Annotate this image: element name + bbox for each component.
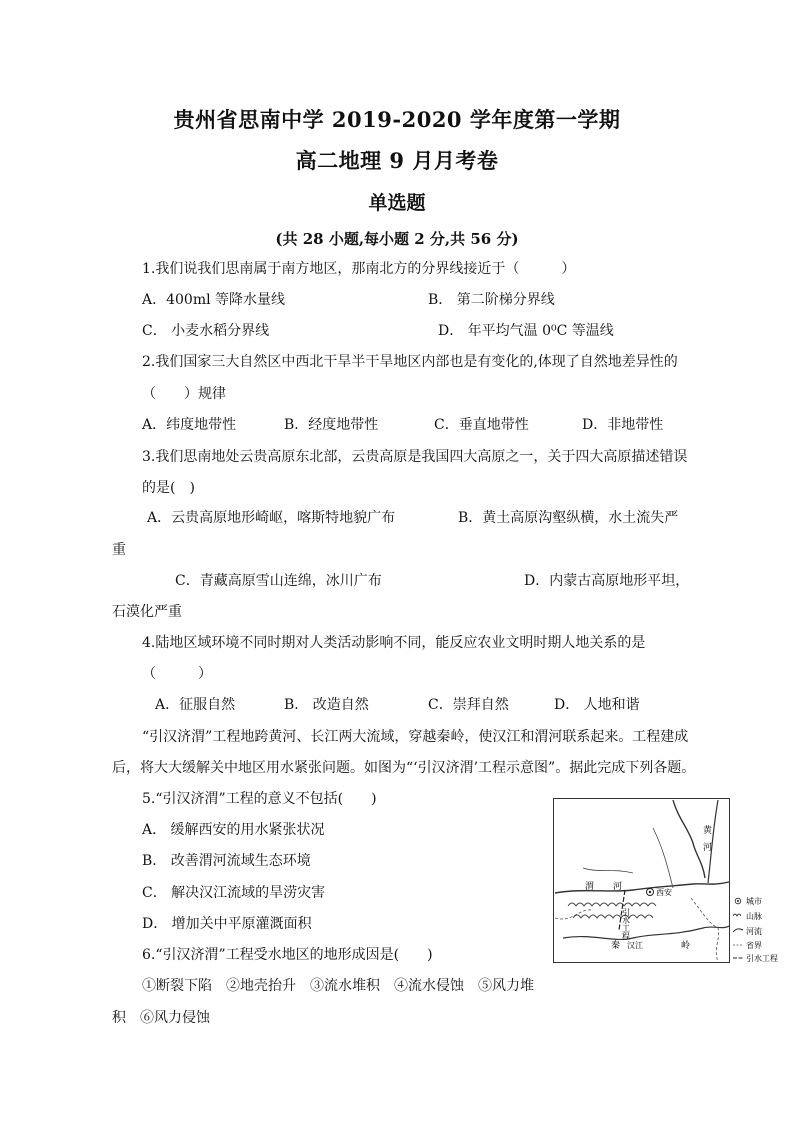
option-3d-cont: 石漠化严重 xyxy=(112,604,182,620)
passage-line-1: “引汉济渭”工程地跨黄河、长江两大流域，穿越秦岭，使汉江和渭河联系起来。工程建成 xyxy=(142,729,689,745)
exam-subtitle: 高二地理 9 月月考卷 xyxy=(295,148,499,173)
map-legend xyxy=(733,896,778,963)
passage-line-2: 后，将大大缓解关中地区用水紧张问题。如图为“‘引汉济渭’工程示意图”。据此完成下列各题。 xyxy=(112,760,696,776)
question-3-cont: 的是( ) xyxy=(142,480,195,496)
map-label-wei-he: 河 xyxy=(613,882,623,892)
option-2b: B．经度地带性 xyxy=(284,417,379,433)
option-3b-cont: 重 xyxy=(112,542,126,558)
option-1d: D． 年平均气温 0⁰C 等温线 xyxy=(438,323,614,339)
legend-mountain: 山脉 xyxy=(746,912,762,921)
option-5b: B． 改善渭河流域生态环境 xyxy=(142,853,311,869)
legend-border: 省界 xyxy=(746,941,762,950)
question-3: 3.我们思南地处云贵高原东北部，云贵高原是我国四大高原之一，关于四大高原描述错误 xyxy=(142,449,688,465)
question-1: 1.我们说我们思南属于南方地区，那南北方的分界线接近于（ ） xyxy=(142,261,576,277)
question-6: 6.“引汉济渭”工程受水地区的地形成因是( ) xyxy=(142,947,433,963)
question-2-cont: （ ）规律 xyxy=(142,386,226,402)
map-label-huang: 黄 xyxy=(703,826,713,836)
map-label-qin: 秦 xyxy=(611,941,621,951)
map-label-ling: 岭 xyxy=(681,941,691,951)
legend-project: 引水工程 xyxy=(746,954,778,963)
option-1c: C． 小麦水稻分界线 xyxy=(142,323,270,339)
option-2c: C．垂直地带性 xyxy=(434,417,529,433)
option-3c: C．青藏高原雪山连绵，冰川广布 xyxy=(175,573,382,589)
legend-city: 城市 xyxy=(746,897,762,906)
question-4: 4.陆地区域环境不同时期对人类活动影响不同，能反应农业文明时期人地关系的是 xyxy=(142,635,646,651)
legend-river: 河流 xyxy=(746,927,762,936)
option-3b: B．黄土高原沟壑纵横，水土流失严 xyxy=(458,510,679,526)
option-5a: A． 缓解西安的用水紧张状况 xyxy=(142,822,325,838)
section-note: (共 28 小题,每小题 2 分,共 56 分) xyxy=(275,230,519,248)
project-map xyxy=(553,798,785,963)
option-4a: A．征服自然 xyxy=(155,697,236,713)
question-5: 5.“引汉济渭”工程的意义不包括( ) xyxy=(142,791,377,807)
map-label-hanjiang: 汉江 xyxy=(627,941,643,950)
option-6-list: ①断裂下陷 ②地壳抬升 ③流水堆积 ④流水侵蚀 ⑤风力堆 xyxy=(142,978,534,994)
map-label-city: 西安 xyxy=(656,888,672,897)
map-label-he: 河 xyxy=(703,843,713,853)
option-5c: C． 解决汉江流域的旱涝灾害 xyxy=(142,885,326,901)
question-2: 2.我们国家三大自然区中西北干旱半干旱地区内部也是有变化的,体现了自然地差异性的 xyxy=(142,354,678,370)
option-6-list-cont: 积 ⑥风力侵蚀 xyxy=(112,1010,210,1026)
option-2a: A．纬度地带性 xyxy=(142,417,237,433)
option-3a: A．云贵高原地形崎岖，喀斯特地貌广布 xyxy=(147,510,396,526)
option-3d: D．内蒙古高原地形平坦， xyxy=(524,573,690,589)
map-label-wei: 渭 xyxy=(585,882,595,892)
exam-title: 贵州省思南中学 2019-2020 学年度第一学期 xyxy=(173,107,621,132)
option-1a: A．400ml 等降水量线 xyxy=(142,292,286,308)
option-4d: D． 人地和谐 xyxy=(554,697,640,713)
option-5d: D． 增加关中平原灌溉面积 xyxy=(142,916,312,932)
map-label-project: 引水工程 xyxy=(621,908,631,940)
option-4c: C．崇拜自然 xyxy=(428,697,509,713)
option-1b: B． 第二阶梯分界线 xyxy=(428,292,555,308)
section-title: 单选题 xyxy=(368,192,426,214)
option-4b: B． 改造自然 xyxy=(284,697,369,713)
question-4-cont: （ ） xyxy=(142,666,212,682)
option-2d: D．非地带性 xyxy=(582,417,664,433)
